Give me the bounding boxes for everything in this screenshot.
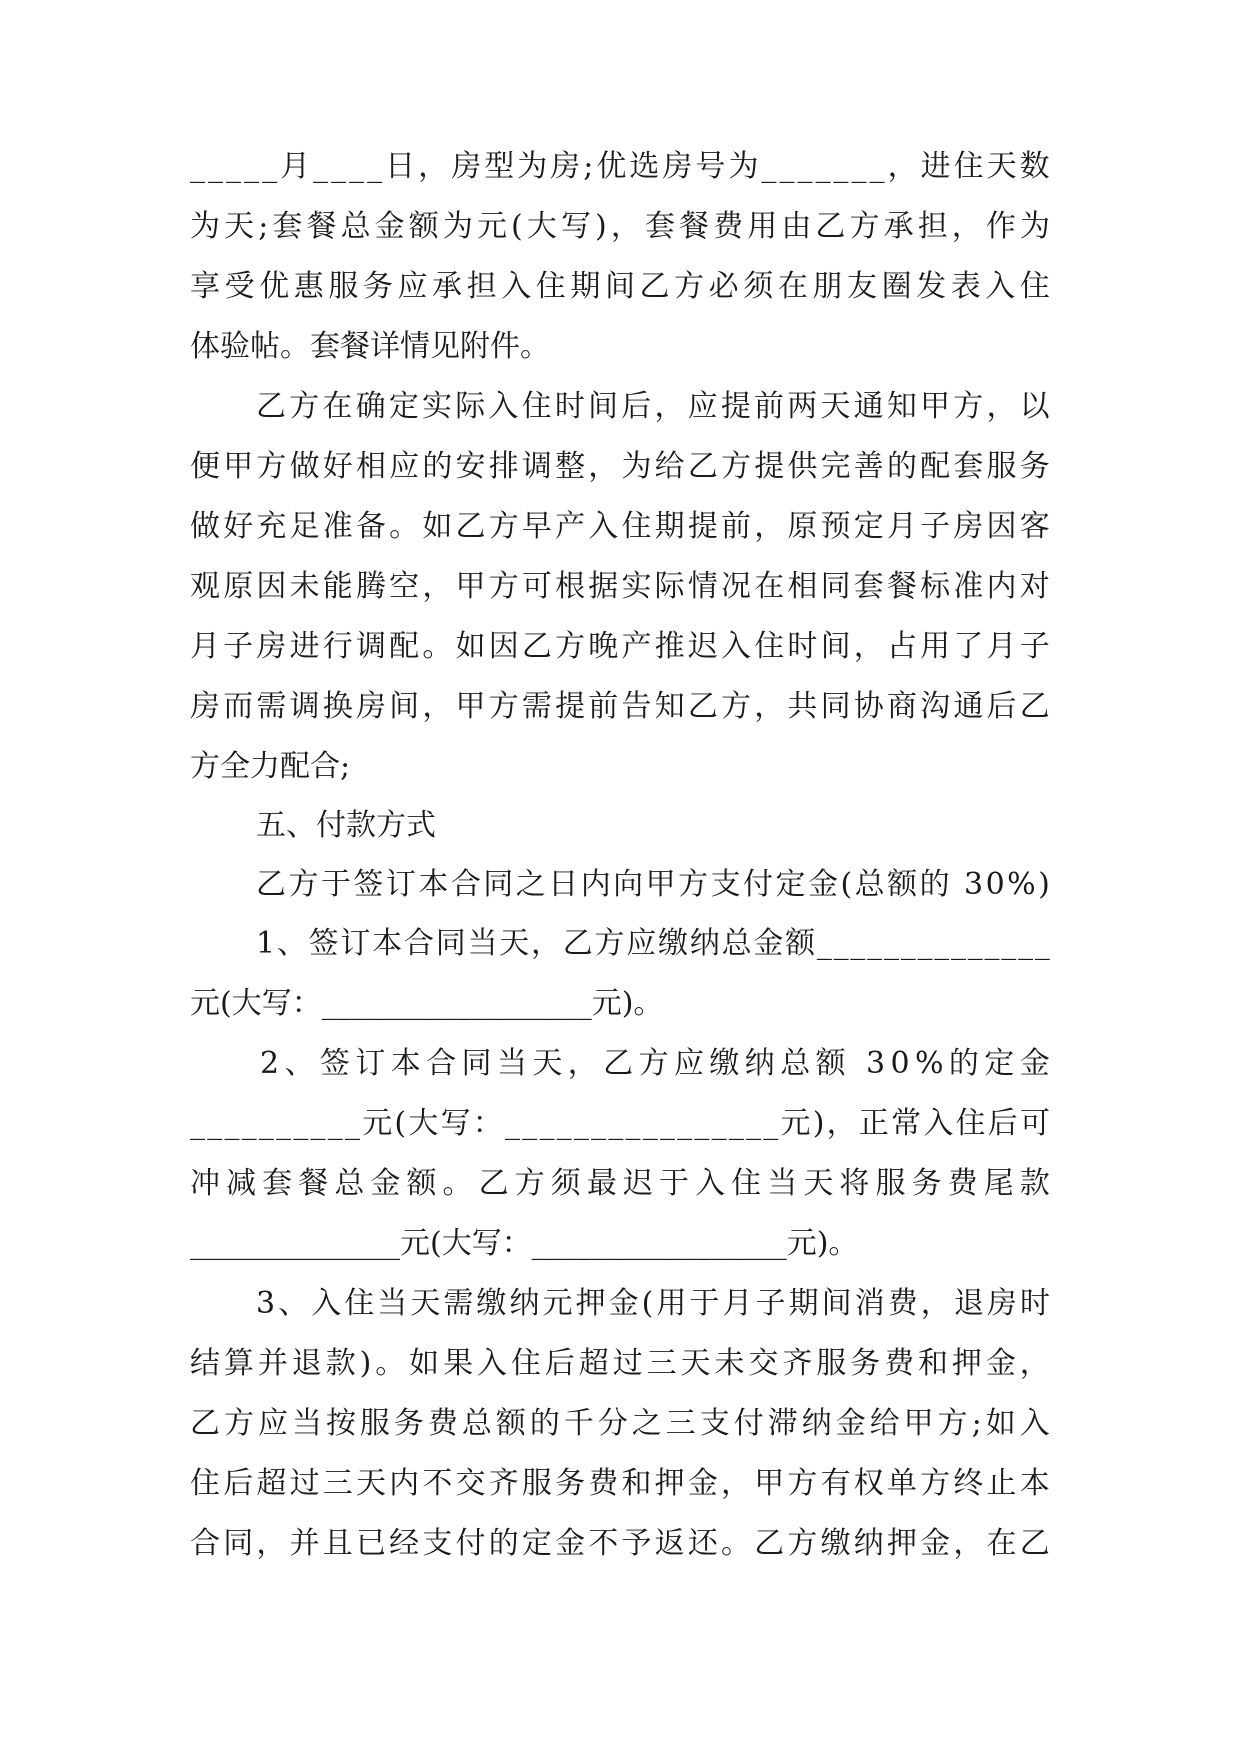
- text-line: _ _ _ _ _ _ _ _ _ _ 元 ( 大 写 ： _ _ _ _ _ _ _ _ _ _ _ _ _ _ _ _ 元 ) ， 正 常 入 住 后 可: [190, 1106, 1050, 1141]
- text-line: 冲 减 套 餐 总 金 额 。 乙 方 须 最 迟 于 入 住 当 天 将 服 务 费 尾 款: [190, 1166, 1050, 1201]
- text-line: 观 原 因 未 能 腾 空 ， 甲 方 可 根 据 实 际 情 况 在 相 同 套 餐 标 准 内 对: [190, 569, 1050, 604]
- text-line: 乙 方 在 确 定 实 际 入 住 时 间 后 ， 应 提 前 两 天 通 知 甲 方 ， 以: [256, 389, 1050, 424]
- text-line: 结 算 并 退 款 ) 。 如 果 入 住 后 超 过 三 天 未 交 齐 服 务 费 和 押 金 ，: [190, 1346, 1050, 1381]
- text-line: 元(大写：__________________元)。: [190, 986, 664, 1021]
- text-line: 乙 方 于 签 订 本 合 同 之 日 内 向 甲 方 支 付 定 金 ( 总 额 的 3 0 % ): [256, 867, 1050, 902]
- text-line: _ _ _ _ _ 月 _ _ _ _ 日 ， 房 型 为 房 ; 优 选 房 号 为 _ _ _ _ _ _ _ ， 进 住 天 数: [190, 149, 1050, 184]
- text-line: 月 子 房 进 行 调 配 。 如 因 乙 方 晚 产 推 迟 入 住 时 间 ， 占 用 了 月 子: [190, 629, 1050, 664]
- text-line: 享 受 优 惠 服 务 应 承 担 入 住 期 间 乙 方 必 须 在 朋 友 圈 发 表 入 住: [190, 269, 1050, 304]
- section-heading: 五、付款方式: [256, 808, 436, 843]
- text-line: 合 同 ， 并 且 已 经 支 付 的 定 金 不 予 返 还 。 乙 方 缴 纳 押 金 ， 在 乙: [190, 1526, 1050, 1561]
- text-line: 便 甲 方 做 好 相 应 的 安 排 调 整 ， 为 给 乙 方 提 供 完 善 的 配 套 服 务: [190, 449, 1050, 484]
- text-line: 方全力配合;: [190, 749, 351, 784]
- text-line: 1 、 签 订 本 合 同 当 天 ， 乙 方 应 缴 纳 总 金 额 _ _ _ _ _ _ _ _ _ _ _ _ _ _: [256, 926, 1050, 961]
- text-line: 乙 方 应 当 按 服 务 费 总 额 的 千 分 之 三 支 付 滞 纳 金 给 甲 方 ; 如 入: [190, 1406, 1050, 1441]
- text-line: 3 、 入 住 当 天 需 缴 纳 元 押 金 ( 用 于 月 子 期 间 消 费 ， 退 房 时: [256, 1286, 1050, 1321]
- text-line: 为 天 ; 套 餐 总 金 额 为 元 ( 大 写 ) ， 套 餐 费 用 由 乙 方 承 担 ， 作 为: [190, 209, 1050, 244]
- text-line: ______________元(大写：_________________元)。: [190, 1226, 859, 1261]
- text-line: 体验帖。套餐详情见附件。: [190, 329, 550, 364]
- text-line: 2 、 签 订 本 合 同 当 天 ， 乙 方 应 缴 纳 总 额 3 0 % 的 定 金: [260, 1046, 1050, 1081]
- text-line: 房 而 需 调 换 房 间 ， 甲 方 需 提 前 告 知 乙 方 ， 共 同 协 商 沟 通 后 乙: [190, 689, 1050, 724]
- text-line: 住 后 超 过 三 天 内 不 交 齐 服 务 费 和 押 金 ， 甲 方 有 权 单 方 终 止 本: [190, 1466, 1050, 1501]
- text-line: 做 好 充 足 准 备 。 如 乙 方 早 产 入 住 期 提 前 ， 原 预 定 月 子 房 因 客: [190, 509, 1050, 544]
